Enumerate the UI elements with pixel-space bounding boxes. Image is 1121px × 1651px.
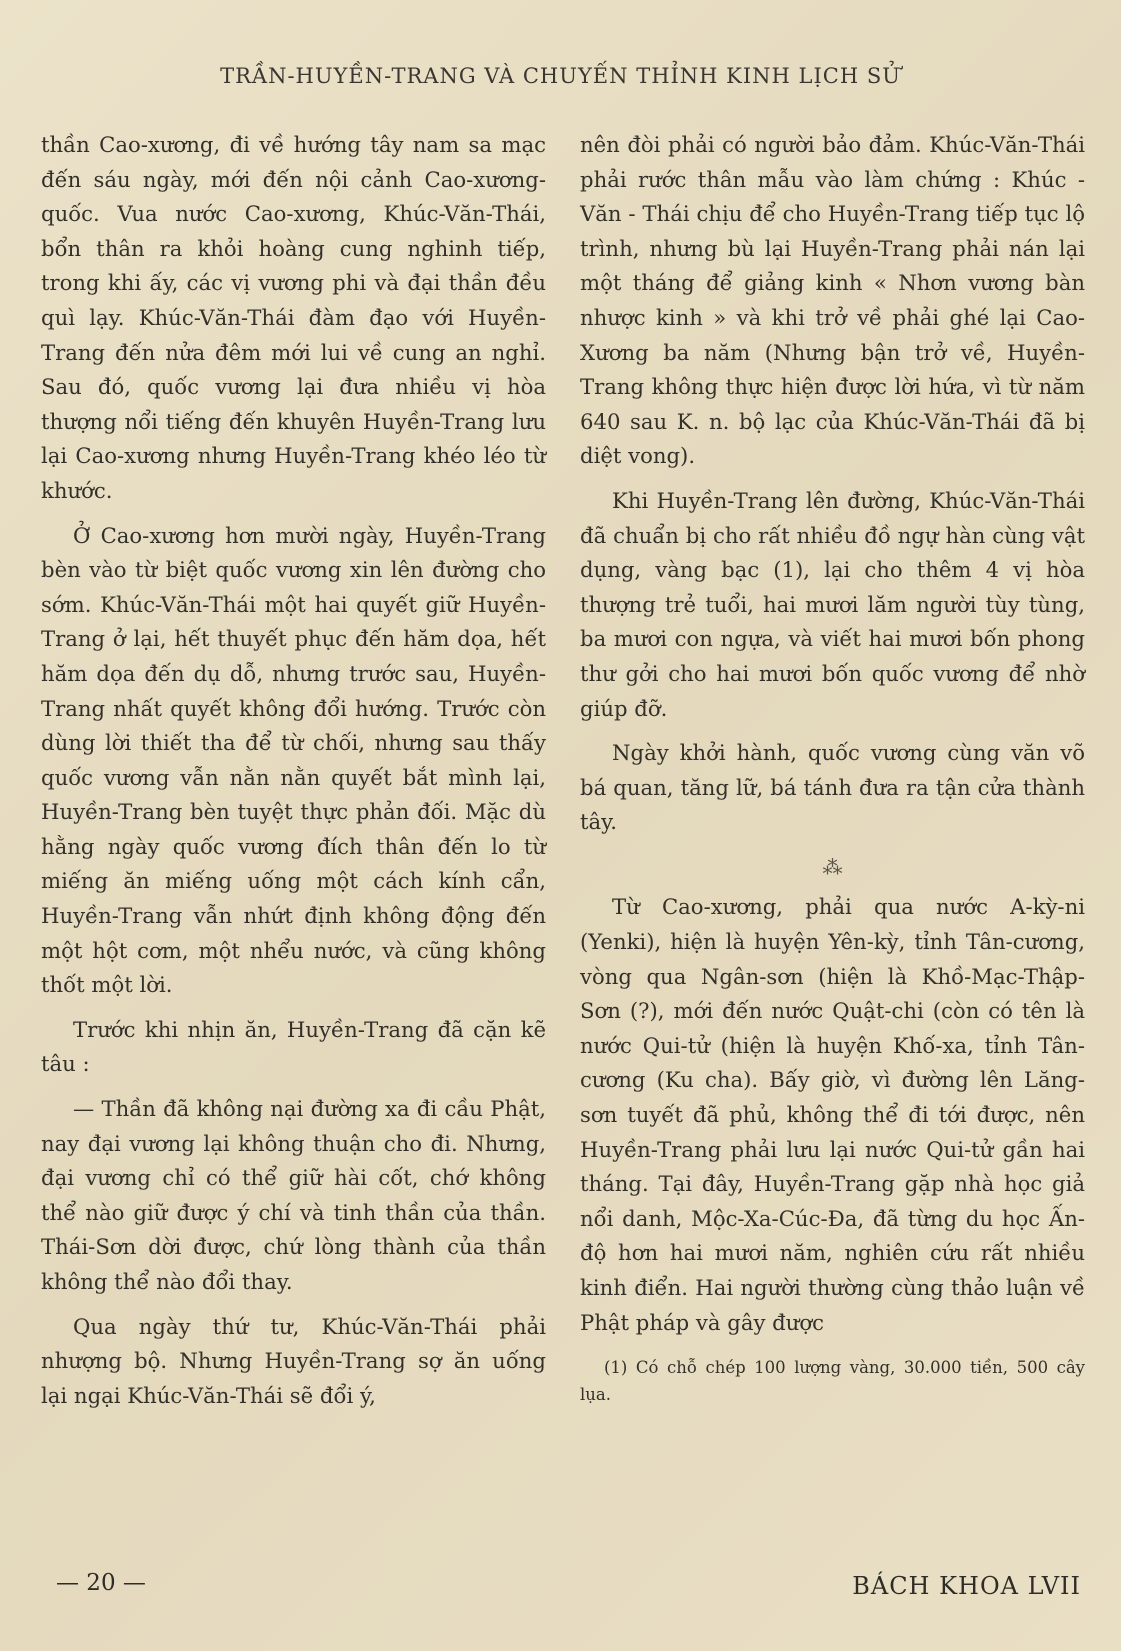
paragraph: nên đòi phải có người bảo đảm. Khúc-Văn-Thái phải rước thân mẫu vào làm chứng : Khúc - Văn - Thái chịu để cho Huyền-Trang tiếp tục lộ trình, nhưng bù lại Huyền-Trang phải nán lại một tháng để giảng kinh « Nhơn vương bàn nhược kinh » và khi trở về phải ghé lại Cao-Xương ba năm (Nhưng bận trở về, Huyền-Trang không thực hiện được lời hứa, vì từ năm 640 sau K. n. bộ lạc của Khúc-Văn-Thái đã bị diệt vong). [580, 132, 1085, 469]
paragraph: Ngày khởi hành, quốc vương cùng văn võ bá quan, tăng lữ, bá tánh đưa ra tận cửa thành tây. [580, 740, 1085, 835]
paragraph: Khi Huyền-Trang lên đường, Khúc-Văn-Thái đã chuẩn bị cho rất nhiều đồ ngự hàn cùng vật dụng, vàng bạc (1), lại cho thêm 4 vị hòa thượng trẻ tuổi, hai mươi lăm người tùy tùng, ba mươi con ngựa, và viết hai mươi bốn phong thư gởi cho hai mươi bốn quốc vương để nhờ giúp đỡ. [580, 487, 1085, 721]
paragraph: Ở Cao-xương hơn mười ngày, Huyền-Trang bèn vào từ biệt quốc vương xin lên đường cho sớm. Khúc-Văn-Thái một hai quyết giữ Huyền-Trang ở lại, hết thuyết phục đến hăm dọa, hết hăm dọa đến dụ dỗ, nhưng trước sau, Huyền-Trang nhất quyết không đổi hướng. Trước còn dùng lời thiết tha để từ chối, nhưng sau thấy quốc vương vẫn nằn nằn quyết bắt mình lại, Huyền-Trang bèn tuyệt thực phản đối. Mặc dù hằng ngày quốc vương đích thân đến lo từ miếng ăn miếng uống một cách kính cẩn, Huyền-Trang vẫn nhứt định không động đến một hột cơm, một nhểu nước, và cũng không thốt một lời. [41, 522, 546, 998]
running-title: TRẦN-HUYỀN-TRANG VÀ CHUYẾN THỈNH KINH LỊCH SỬ [220, 64, 901, 88]
page-number: — 20 — [56, 1570, 146, 1596]
paragraph: Qua ngày thứ tư, Khúc-Văn-Thái phải nhượng bộ. Nhưng Huyền-Trang sợ ăn uống lại ngại Khúc-Văn-Thái sẽ đổi ý, [41, 1313, 546, 1408]
section-ornament: ⁂ [822, 854, 843, 879]
paragraph: Trước khi nhịn ăn, Huyền-Trang đã cặn kẽ tâu : [41, 1016, 546, 1077]
right-column [580, 128, 1085, 1408]
paragraph: Từ Cao-xương, phải qua nước A-kỳ-ni (Yenki), hiện là huyện Yên-kỳ, tỉnh Tân-cương, vòng qua Ngân-sơn (hiện là Khồ-Mạc-Thập-Sơn (?), mới đến nước Quật-chi (còn có tên là nước Qui-tử (hiện là huyện Khố-xa, tỉnh Tân-cương (Ku cha). Bấy giờ, vì đường lên Lăng-sơn tuyết đã phủ, không thể đi tới được, nên Huyền-Trang phải lưu lại nước Qui-tử gần hai tháng. Tại đây, Huyền-Trang gặp nhà học giả nổi danh, Mộc-Xa-Cúc-Đa, đã từng du học Ấn-độ hơn hai mươi năm, nghiên cứu rất nhiều kinh điển. Hai người thường cùng thảo luận về Phật pháp và gây được [580, 894, 1085, 1335]
journal-name: BÁCH KHOA LVII [852, 1572, 1081, 1600]
left-column [41, 128, 546, 1423]
footnote: (1) Có chỗ chép 100 lượng vàng, 30.000 tiền, 500 cây lụa. [580, 1358, 1085, 1405]
paragraph: — Thần đã không nại đường xa đi cầu Phật, nay đại vương lại không thuận cho đi. Nhưng, đại vương chỉ có thể giữ hài cốt, chớ không thể nào giữ được ý chí và tinh thần của thần. Thái-Sơn dời được, chứ lòng thành của thần không thể nào đổi thay. [41, 1096, 546, 1294]
paragraph: thần Cao-xương, đi về hướng tây nam sa mạc đến sáu ngày, mới đến nội cảnh Cao-xương-quốc. Vua nước Cao-xương, Khúc-Văn-Thái, bổn thân ra khỏi hoàng cung nghinh tiếp, trong khi ấy, các vị vương phi và đại thần đều quì lạy. Khúc-Văn-Thái đàm đạo với Huyền-Trang đến nửa đêm mới lui về cung an nghỉ. Sau đó, quốc vương lại đưa nhiều vị hòa thượng nổi tiếng đến khuyên Huyền-Trang lưu lại Cao-xương nhưng Huyền-Trang khéo léo từ khước. [41, 132, 546, 503]
